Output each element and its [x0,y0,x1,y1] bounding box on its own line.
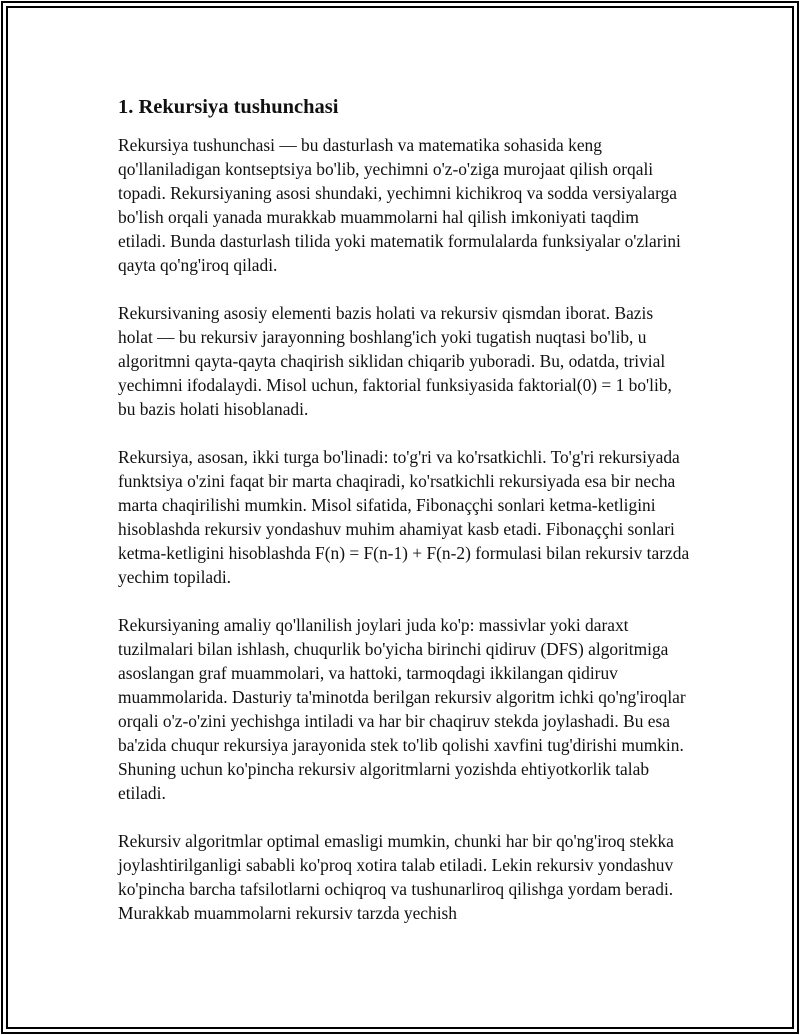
paragraph-applications: Rekursiyaning amaliy qo'llanilish joylari juda ko'p: massivlar yoki daraxt tuzilmalari bilan ishlash, chuqurlik bo'yicha birinchi qidiruv (DFS) algoritmiga asoslangan graf muammolari, va hattoki, tarmoqdagi ikkilangan qidiruv muammolarida. Dasturiy ta'minotda berilgan rekursiv algoritm ichki qo'ng'iroqlar orqali o'z-o'zini yechishga intiladi va har bir chaqiruv stekda joylashadi. Bu esa ba'zida chuqur rekursiya jarayonida stek to'lib qolishi xavfini tug'dirishi mumkin. Shuning uchun ko'pincha rekursiv algoritmlarni yozishda ehtiyotkorlik talab etiladi. [118,615,686,803]
document-body [118,94,690,949]
paragraph-definition: Rekursiya tushunchasi — bu dasturlash va matematika sohasida keng qo'llaniladigan kontseptsiya bo'lib, yechimni o'z-o'ziga murojaat qilish orqali topadi. Rekursiyaning asosi shundaki, yechimni kichikroq va sodda versiyalarga bo'lish orqali yanada murakkab muammolarni hal qilish imkoniyati taqdim etiladi. Bunda dasturlash tilida yoki matematik formulalarda funksiyalar o'zlarini qayta qo'ng'iroq qiladi. [118,135,681,275]
paragraph-recursion-types: Rekursiya, asosan, ikki turga bo'linadi: to'g'ri va ko'rsatkichli. To'g'ri rekursiyada funktsiya o'zini faqat bir marta chaqiradi, ko'rsatkichli rekursiyada esa bir necha marta chaqirilishi mumkin. Misol sifatida, Fibonaççhi sonlari ketma-ketligini hisoblashda rekursiv yondashuv muhim ahamiyat kasb etadi. Fibonaççhi sonlari ketma-ketligini hisoblashda F(n) = F(n-1) + F(n-2) formulasi bilan rekursiv tarzda yechim topiladi. [118,447,690,587]
paragraph-optimality: Rekursiv algoritmlar optimal emasligi mumkin, chunki har bir qo'ng'iroq stekka joylashtirilganligi sababli ko'proq xotira talab etiladi. Lekin rekursiv yondashuv ko'pincha barcha tafsilotlarni ochiqroq va tushunarliroq qilishga yordam beradi. Murakkab muammolarni rekursiv tarzda yechish [118,831,674,923]
section-heading: 1. Rekursiya tushunchasi [118,96,339,118]
paragraph-base-case: Rekursivaning asosiy elementi bazis holati va rekursiv qismdan iborat. Bazis holat — bu rekursiv jarayonning boshlang'ich yoki tugatish nuqtasi bo'lib, u algoritmni qayta-qayta chaqirish siklidan chiqarib yuboradi. Bu, odatda, trivial yechimni ifodalaydi. Misol uchun, faktorial funksiyasida faktorial(0) = 1 bo'lib, bu bazis holati hisoblanadi. [118,303,672,419]
